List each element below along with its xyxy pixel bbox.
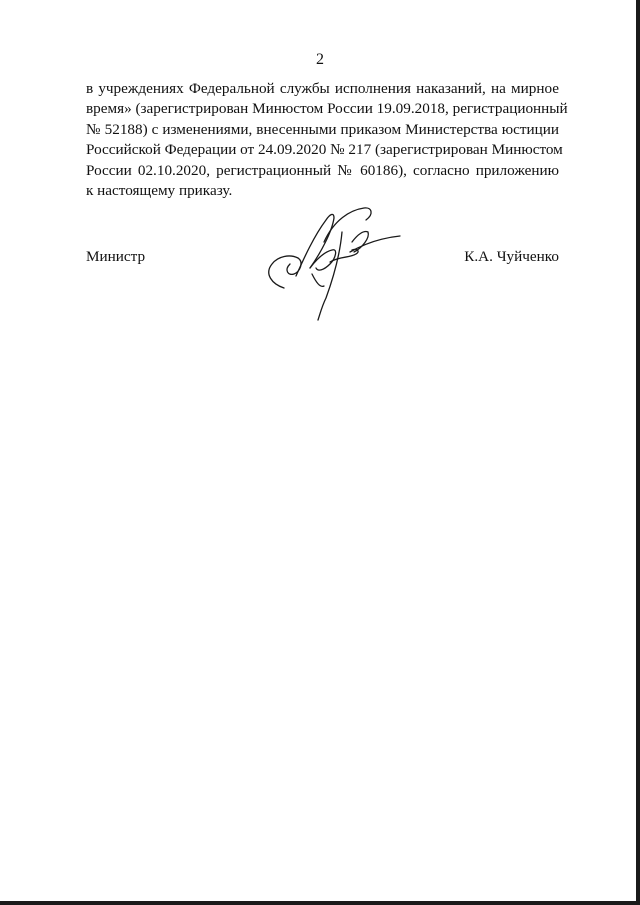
body-line: № 52188) с изменениями, внесенными приказом Министерства юстиции (86, 120, 559, 138)
body-line: к настоящему приказу. (86, 182, 233, 200)
body-line: в учреждениях Федеральной службы исполнения наказаний, на мирное (86, 80, 559, 97)
body-paragraph (86, 79, 568, 201)
signer-position: Министр (86, 248, 146, 265)
body-line: России 02.10.2020, регистрационный № 60186), согласно приложению (86, 161, 559, 179)
signature-block (86, 248, 559, 338)
body-line: время» (зарегистрирован Минюстом России 19.09.2018, регистрационный (86, 100, 568, 118)
scan-edge-right (636, 0, 640, 905)
page-number: 2 (316, 51, 324, 68)
signer-name: К.А. Чуйченко (464, 248, 559, 265)
body-line: Российской Федерации от 24.09.2020 № 217 (зарегистрирован Минюстом (86, 141, 563, 159)
handwritten-signature-icon (254, 202, 404, 322)
scan-edge-bottom (0, 901, 640, 905)
